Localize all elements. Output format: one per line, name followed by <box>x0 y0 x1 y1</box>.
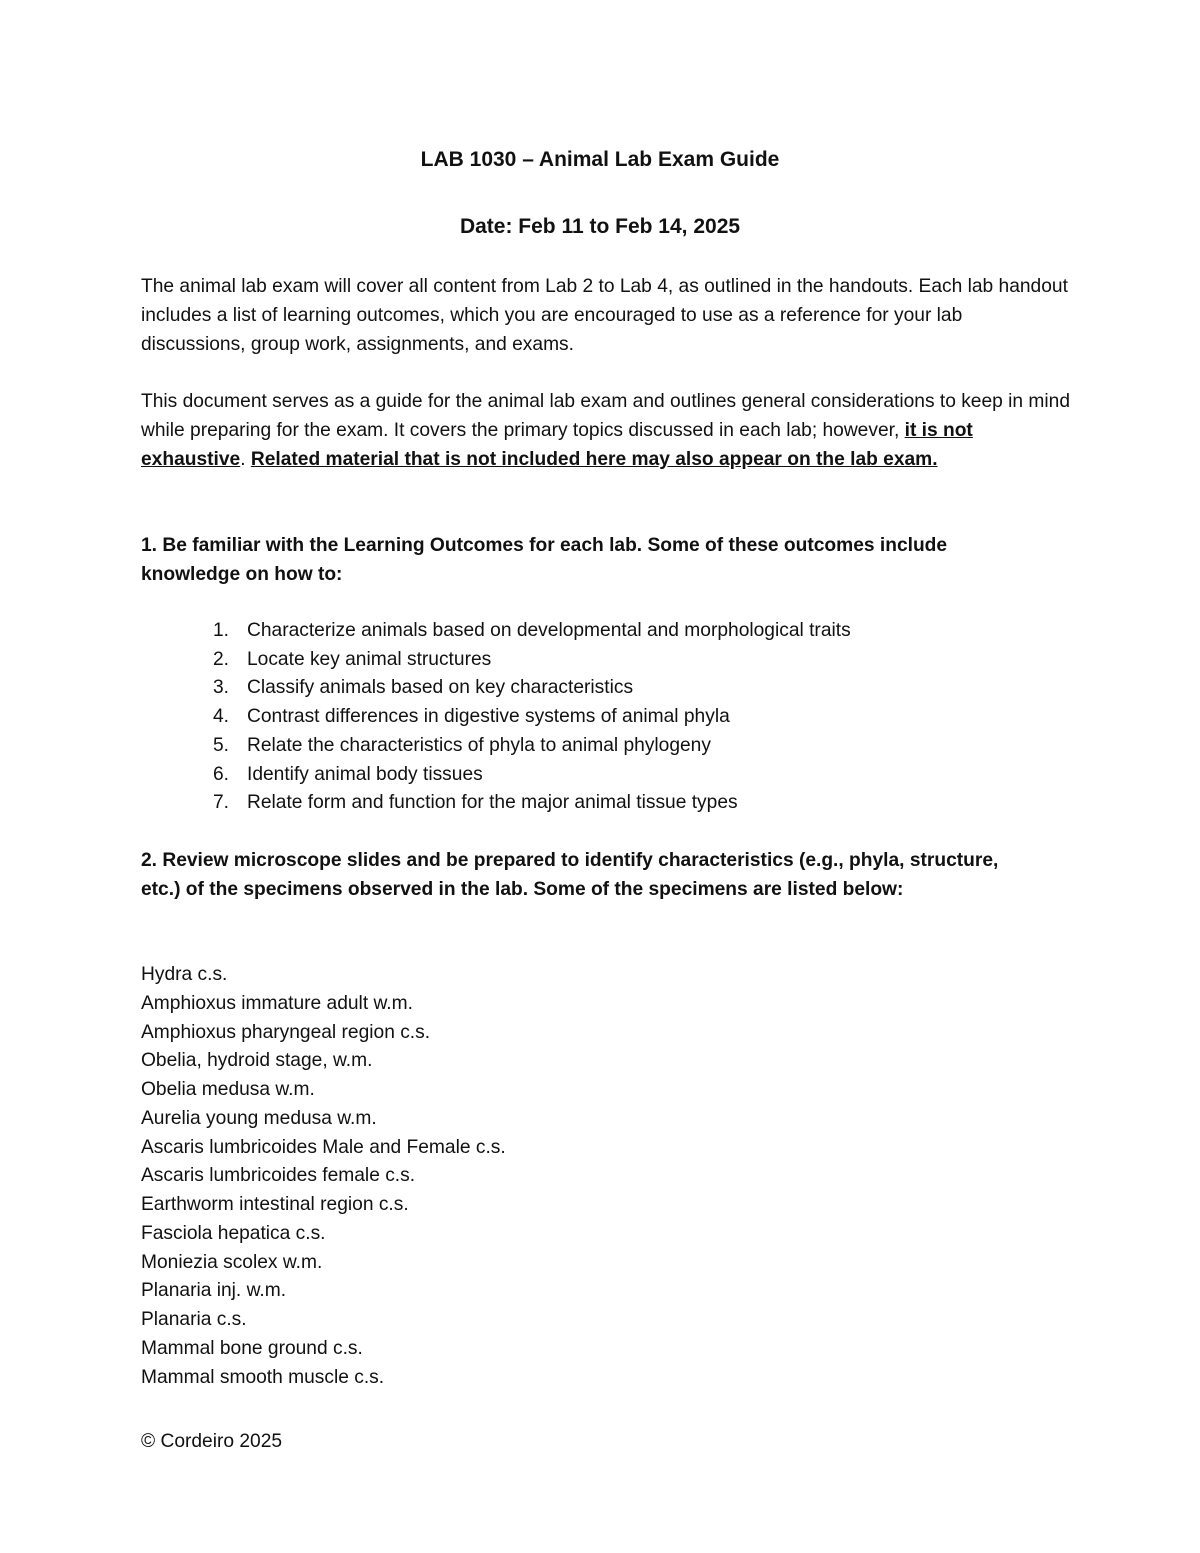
exam-date: Date: Feb 11 to Feb 14, 2025 <box>459 215 741 238</box>
guide-paragraph <box>141 387 1071 474</box>
related-material-emphasis: Related material that is not included here may also appear on the lab exam. <box>250 449 938 470</box>
specimen-item: Earthworm intestinal region c.s. <box>141 1194 409 1215</box>
list-item-text: Characterize animals based on developmental and morphological traits <box>247 620 851 641</box>
specimen-item: Ascaris lumbricoides Male and Female c.s. <box>141 1136 506 1158</box>
specimen-item: Hydra c.s. <box>141 964 228 985</box>
list-number: 4. <box>213 706 230 728</box>
specimen-item: Mammal bone ground c.s. <box>141 1337 363 1359</box>
list-item-text: Identify animal body tissues <box>247 763 483 785</box>
not-exhaustive-emphasis: it is not exhaustive <box>141 420 973 470</box>
specimen-item: Mammal smooth muscle c.s. <box>141 1366 385 1388</box>
guide-paragraph-text: This document serves as a guide for the animal lab exam and outlines general considerations to keep in mind while preparing for the exam. It covers the primary topics discussed in each lab; however, <box>141 391 1070 441</box>
list-item <box>213 703 851 732</box>
list-number: 3. <box>213 677 230 699</box>
document-title: LAB 1030 – Animal Lab Exam Guide <box>420 148 780 171</box>
list-item-text: Classify animals based on key characteristics <box>247 677 634 699</box>
list-number: 1. <box>213 620 230 641</box>
section-1-heading: 1. Be familiar with the Learning Outcomes for each lab. Some of these outcomes include knowledge on how to: <box>141 535 948 585</box>
specimen-item: Planaria inj. w.m. <box>141 1280 287 1302</box>
copyright-footer: © Cordeiro 2025 <box>141 1431 283 1452</box>
specimen-item: Obelia medusa w.m. <box>141 1079 315 1100</box>
list-item <box>213 674 851 703</box>
section-2-heading: 2. Review microscope slides and be prepared to identify characteristics (e.g., phyla, structure, etc.) of the specimens observed in the lab. Some of the specimens are listed below: <box>141 850 999 900</box>
specimen-item: Fasciola hepatica c.s. <box>141 1222 326 1244</box>
list-item <box>213 617 851 646</box>
learning-outcomes-list <box>213 617 851 818</box>
guide-separator: . <box>240 449 251 470</box>
list-number: 2. <box>213 648 230 670</box>
list-item <box>213 761 851 790</box>
specimen-item: Amphioxus pharyngeal region c.s. <box>141 1021 431 1043</box>
list-item <box>213 732 851 761</box>
list-number: 6. <box>213 763 230 785</box>
specimen-item: Planaria c.s. <box>141 1309 247 1330</box>
specimen-item: Amphioxus immature adult w.m. <box>141 992 413 1014</box>
list-item-text: Contrast differences in digestive systems of animal phyla <box>247 706 730 728</box>
list-item <box>213 646 851 675</box>
list-item-text: Locate key animal structures <box>247 648 492 670</box>
specimen-item: Obelia, hydroid stage, w.m. <box>141 1050 373 1072</box>
list-item-text: Relate form and function for the major animal tissue types <box>247 792 738 814</box>
specimen-item: Aurelia young medusa w.m. <box>141 1107 377 1129</box>
intro-paragraph: The animal lab exam will cover all content from Lab 2 to Lab 4, as outlined in the handouts. Each lab handout includes a list of learning outcomes, which you are encouraged to use as a reference for your lab discussions, group work, assignments, and exams. <box>141 276 1068 355</box>
list-number: 5. <box>213 734 230 756</box>
specimen-item: Moniezia scolex w.m. <box>141 1251 323 1273</box>
list-item <box>213 789 851 818</box>
specimen-item: Ascaris lumbricoides female c.s. <box>141 1165 416 1187</box>
list-number: 7. <box>213 792 230 814</box>
specimens-list <box>141 961 506 1392</box>
list-item-text: Relate the characteristics of phyla to animal phylogeny <box>247 734 711 756</box>
